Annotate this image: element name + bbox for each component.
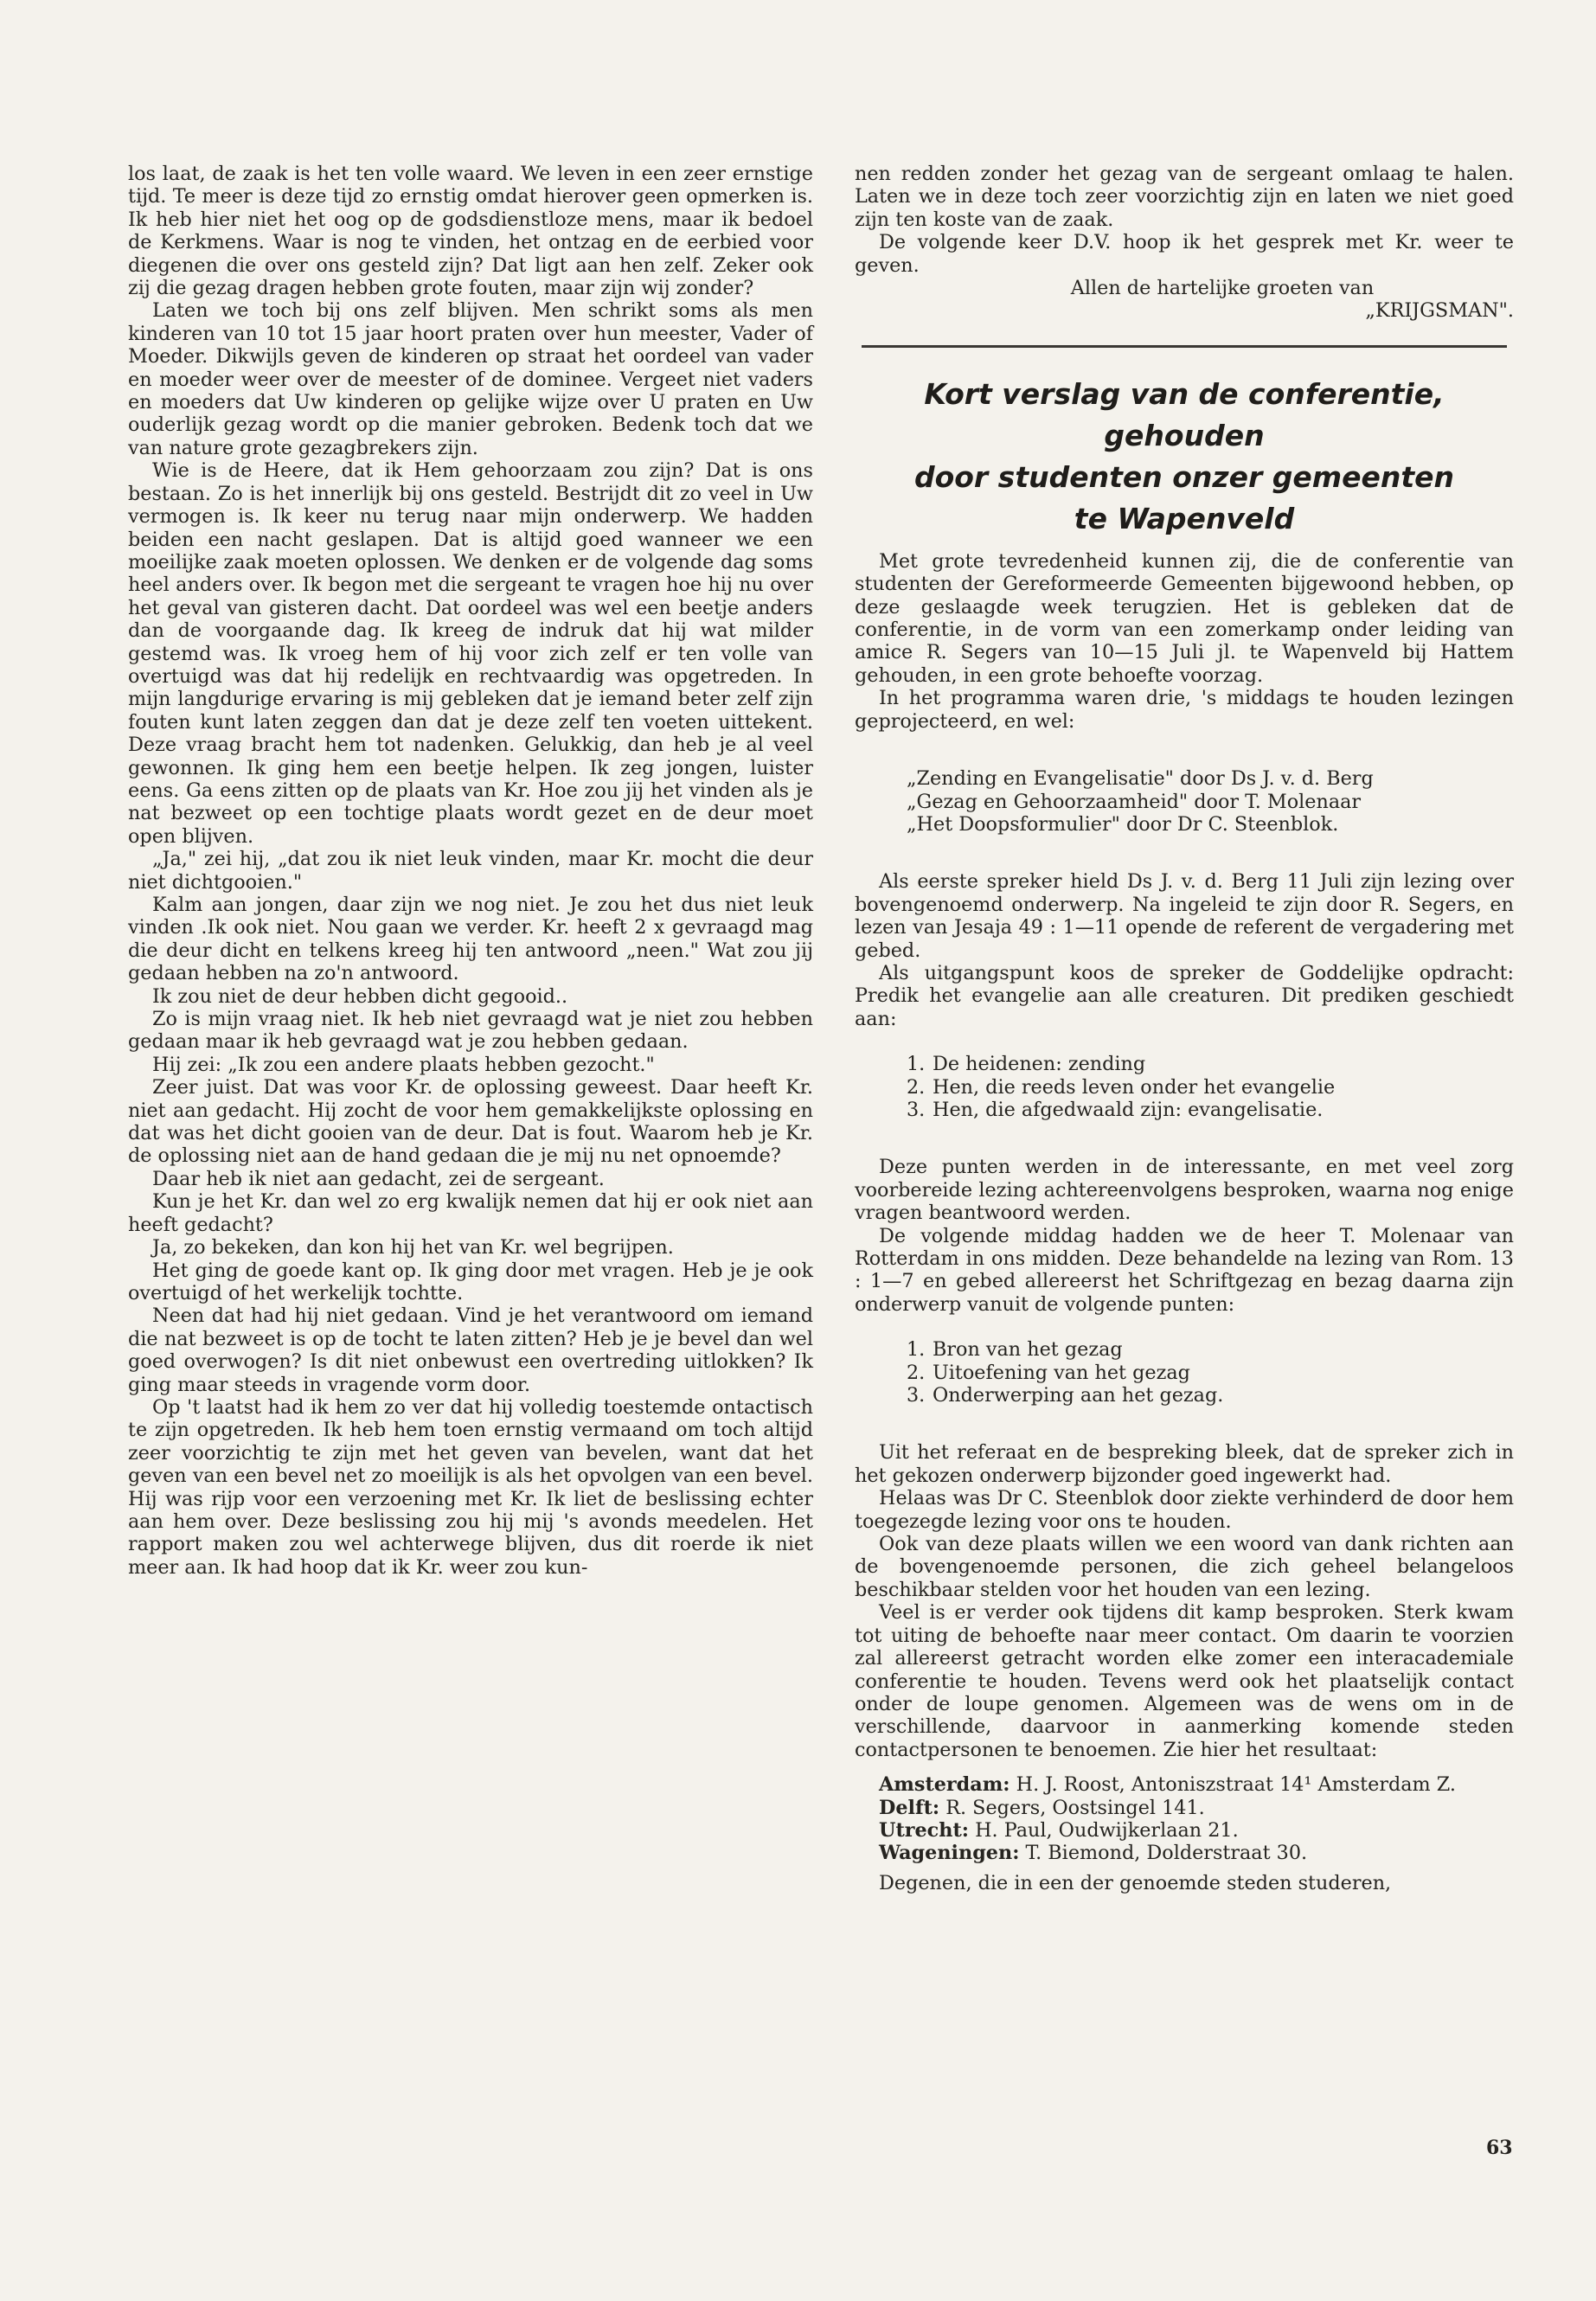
paragraph: Zeer juist. Dat was voor Kr. de oplossing geweest. Daar heeft Kr. niet aan gedacht. Hij zocht de voor hem gemakkelijkste oplossing en dat was het dicht gooien van de deur. Dat is fout. Waarom heb je Kr. de oplossing niet aan de hand gedaan die je mij nu net opnoemde? [128,1076,813,1168]
article-title [855,374,1514,540]
paragraph: De volgende middag hadden we de heer T. Molenaar van Rotterdam in ons midden. Deze behandelde na lezing van Rom. 13 : 1—7 en gebed allereerst het Schriftgezag en bezag daarna zijn onderwerp vanuit de volgende punten: [855,1224,1514,1316]
paragraph: Wie is de Heere, dat ik Hem gehoorzaam zou zijn? Dat is ons bestaan. Zo is het innerlijk bij ons gesteld. Bestrijdt dit zo veel in Uw vermogen is. Ik keer nu terug naar mijn onderwerp. We hadden beiden een nacht geslapen. Dat is altijd goed wanneer we een moeilijke zaak moeten oplossen. We denken er de volgende dag soms heel anders over. Ik begon met die sergeant te vragen hoe hij nu over het geval van gisteren dacht. Dat oordeel was wel een beetje anders dan de voorgaande dag. Ik kreeg de indruk dat hij wat milder gestemd was. Ik vroeg hem of hij voor zich zelf er ten volle van overtuigd was dat hij redelijk en rechtvaardig was opgetreden. In mijn langdurige ervaring is mij gebleken dat je iemand beter zelf zijn fouten kunt laten zeggen dan dat je deze zelf ten voeten uittekent. Deze vraag bracht hem tot nadenken. Gelukkig, dan heb je al veel gewonnen. Ik ging hem een beetje helpen. Ik zeg jongen, luister eens. Ga eens zitten op de plaats van Kr. Hoe zou jij het vinden als je nat bezweet op een tochtige plaats wordt gezet en de deur moet open blijven. [128,459,813,848]
paragraph: In het programma waren drie, 's middags te houden lezingen geprojecteerd, en wel: [855,687,1514,733]
signature: „KRIJGSMAN". [1365,299,1514,323]
list-item: 2. Uitoefening van het gezag [907,1361,1190,1384]
list-item: „Gezag en Gehoorzaamheid" door T. Molenaar [907,790,1362,813]
greeting: Allen de hartelijke groeten van [1070,277,1375,300]
paragraph: De volgende keer D.V. hoop ik het gesprek met Kr. weer te geven. [855,231,1514,277]
paragraph: Uit het referaat en de bespreking bleek, dat de spreker zich in het gekozen onderwerp bijzonder goed ingewerkt had. [855,1441,1514,1487]
paragraph: los laat, de zaak is het ten volle waard. We leven in een zeer ernstige tijd. Te meer is deze tijd zo ernstig omdat hierover geen opmerken is. Ik heb hier niet het oog op de godsdienstloze mens, maar ik bedoel de Kerkmens. Waar is nog te vinden, het ontzag en de eerbied voor diegenen die over ons gesteld zijn? Dat ligt aan hen zelf. Zeker ook zij die gezag dragen hebben grote fouten, maar zijn wij zonder? [128,163,813,300]
page-number: 63 [1486,2137,1513,2159]
paragraph: Zo is mijn vraag niet. Ik heb niet gevraagd wat je niet zou hebben gedaan maar ik heb gevraagd wat je zou hebben gedaan. [128,1008,813,1054]
list-item: „Het Doopsformulier" door Dr C. Steenblok. [907,812,1339,836]
paragraph: Ja, zo bekeken, dan kon hij het van Kr. wel begrijpen. [152,1236,674,1259]
lecture-list [855,767,1514,836]
paragraph: Helaas was Dr C. Steenblok door ziekte verhinderd de door hem toegezegde lezing voor ons te houden. [855,1487,1514,1533]
paragraph: Ook van deze plaats willen we een woord van dank richten aan de bovengenoemde personen, die zich geheel belangeloos beschikbaar stelden voor het houden van een lezing. [855,1533,1514,1601]
paragraph: Hij zei: „Ik zou een andere plaats hebben gezocht." [152,1053,655,1076]
list-item: 3. Onderwerping aan het gezag. [907,1384,1224,1407]
right-column [855,163,1514,1894]
contact-entry: Wageningen: T. Biemond, Dolderstraat 30. [879,1842,1308,1865]
paragraph: Als eerste spreker hield Ds J. v. d. Berg 11 Juli zijn lezing over bovengenoemd onderwerp. Na ingeleid te zijn door R. Segers, en lezen van Jesaja 49 : 1—11 opende de referent de vergadering met gebed. [855,870,1514,962]
list-item: 1. Bron van het gezag [907,1338,1123,1362]
article-title-line: door studenten onzer gemeenten [913,459,1455,494]
list-item: „Zending en Evangelisatie" door Ds J. v. d. Berg [907,767,1374,791]
article-title-line: te Wapenveld [1074,501,1295,535]
contact-entry: Amsterdam: H. J. Roost, Antoniszstraat 14¹ Amsterdam Z. [879,1773,1456,1797]
paragraph: Laten we toch bij ons zelf blijven. Men schrikt soms als men kinderen van 10 tot 15 jaar hoort praten over hun meester, Vader of Moeder. Dikwijls geven de kinderen op straat het oordeel van vader en moeder weer over de meester of de dominee. Vergeet niet vaders en moeders dat Uw kinderen op gelijke wijze over U praten en Uw ouderlijk gezag wordt op die manier gebroken. Bedenk toch dat we van nature grote gezagbrekers zijn. [128,299,813,459]
paragraph: nen redden zonder het gezag van de sergeant omlaag te halen. Laten we in deze toch zeer voorzichtig zijn en laten we niet goed zijn ten koste van de zaak. [855,163,1514,231]
paragraph: Het ging de goede kant op. Ik ging door met vragen. Heb je je ook overtuigd of het werkelijk tochtte. [128,1259,813,1304]
paragraph: Ik zou niet de deur hebben dicht gegooid.. [152,984,568,1008]
paragraph: Kalm aan jongen, daar zijn we nog niet. Je zou het dus niet leuk vinden .Ik ook niet. Nou gaan we verder. Kr. heeft 2 x gevraagd mag die deur dicht en telkens kreeg hij ten antwoord „neen." Wat zou jij gedaan hebben na zo'n antwoord. [128,894,813,985]
paragraph: Veel is er verder ook tijdens dit kamp besproken. Sterk kwam tot uiting de behoefte naar meer contact. Om daarin te voorzien zal allereerst getracht worden elke zomer een interacademiale conferentie te houden. Tevens werd ook het plaatselijk contact onder de loupe genomen. Algemeen was de wens om in de verschillende, daarvoor in aanmerking komende steden contactpersonen te benoemen. Zie hier het resultaat: [855,1601,1514,1761]
paragraph: „Ja," zei hij, „dat zou ik niet leuk vinden, maar Kr. mocht die deur niet dichtgooien." [128,848,813,894]
paragraph: Op 't laatst had ik hem zo ver dat hij volledig toestemde ontactisch te zijn opgetreden. Ik heb hem toen ernstig vermaand om toch altijd zeer voorzichtig te zijn met het geven van bevelen, want dat het geven van een bevel net zo moeilijk is als het opvolgen van een bevel. Hij was rijp voor een verzoening met Kr. Ik liet de beslissing echter aan hem over. Deze beslissing zou hij mij 's avonds meedelen. Het rapport maken zou wel achterwege blijven, dus dit roerde ik niet meer aan. Ik had hoop dat ik Kr. weer zou kun- [128,1395,813,1579]
contact-entry: Utrecht: H. Paul, Oudwijkerlaan 21. [879,1818,1239,1842]
list-item: 2. Hen, die reeds leven onder het evangelie [907,1075,1336,1099]
points-list [855,1338,1514,1407]
contact-entry: Delft: R. Segers, Oostsingel 141. [879,1796,1205,1819]
section-divider [862,345,1507,348]
paragraph: Degenen, die in een der genoemde steden studeren, [879,1871,1392,1894]
paragraph: Neen dat had hij niet gedaan. Vind je het verantwoord om iemand die nat bezweet is op de tocht te laten zitten? Heb je je bevel dan wel goed overwogen? Is dit niet onbewust een overtreding uitlokken? Ik ging maar steeds in vragende vorm door. [128,1304,813,1396]
points-list [855,1053,1514,1121]
paragraph: Met grote tevredenheid kunnen zij, die de conferentie van studenten der Gereformeerde Gemeenten bijgewoond hebben, op deze geslaagde week terugzien. Het is gebleken dat de conferentie, in de vorm van een zomerkamp onder leiding van amice R. Segers van 10—15 Juli jl. te Wapenveld bij Hattem gehouden, in een grote behoefte voorzag. [855,549,1514,687]
list-item: 3. Hen, die afgedwaald zijn: evangelisatie. [907,1098,1324,1121]
paragraph: Kun je het Kr. dan wel zo erg kwalijk nemen dat hij er ook niet aan heeft gedacht? [128,1190,813,1236]
paragraph: Als uitgangspunt koos de spreker de Goddelijke opdracht: Predik het evangelie aan alle creaturen. Dit prediken geschiedt aan: [855,961,1514,1030]
article-title-line: Kort verslag van de conferentie, gehouden [924,376,1445,452]
list-item: 1. De heidenen: zending [907,1053,1146,1076]
left-column [128,163,813,1579]
paragraph: Daar heb ik niet aan gedacht, zei de sergeant. [152,1167,605,1190]
paragraph: Deze punten werden in de interessante, en met veel zorg voorbereide lezing achtereenvolgens besproken, waarna nog enige vragen beantwoord werden. [855,1156,1514,1225]
